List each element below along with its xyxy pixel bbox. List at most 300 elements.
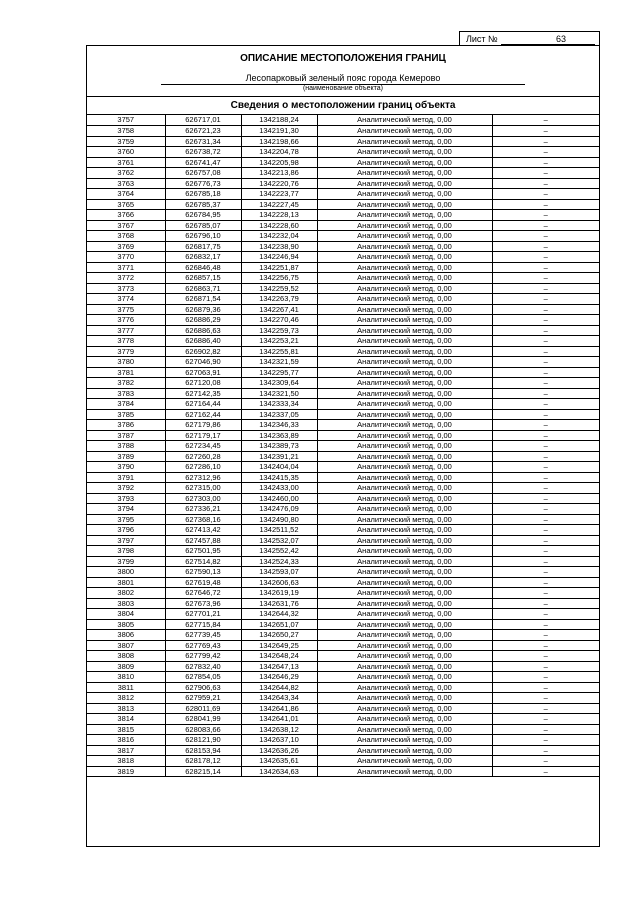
description-cell: –	[492, 178, 599, 189]
point-number-cell: 3775	[87, 304, 165, 315]
description-cell: –	[492, 420, 599, 431]
table-row	[87, 630, 599, 641]
table-row	[87, 735, 599, 746]
sheet-number: 63	[556, 34, 567, 44]
method-cell: Аналитический метод, 0,00	[317, 577, 492, 588]
section-title: Сведения о местоположении границ объекта	[87, 96, 599, 115]
point-number-cell: 3778	[87, 336, 165, 347]
table-row	[87, 220, 599, 231]
method-cell: Аналитический метод, 0,00	[317, 315, 492, 326]
point-number-cell: 3762	[87, 168, 165, 179]
table-row	[87, 714, 599, 725]
y-coordinate-cell: 1342636,26	[241, 745, 317, 756]
y-coordinate-cell: 1342256,75	[241, 273, 317, 284]
description-cell: –	[492, 231, 599, 242]
method-cell: Аналитический метод, 0,00	[317, 609, 492, 620]
y-coordinate-cell: 1342647,13	[241, 661, 317, 672]
y-coordinate-cell: 1342228,60	[241, 220, 317, 231]
x-coordinate-cell: 626902,82	[165, 346, 241, 357]
table-row	[87, 304, 599, 315]
x-coordinate-cell: 626817,75	[165, 241, 241, 252]
y-coordinate-cell: 1342433,00	[241, 483, 317, 494]
method-cell: Аналитический метод, 0,00	[317, 703, 492, 714]
description-cell: –	[492, 367, 599, 378]
table-row	[87, 157, 599, 168]
table-row	[87, 546, 599, 557]
method-cell: Аналитический метод, 0,00	[317, 661, 492, 672]
method-cell: Аналитический метод, 0,00	[317, 325, 492, 336]
method-cell: Аналитический метод, 0,00	[317, 535, 492, 546]
description-cell: –	[492, 409, 599, 420]
description-cell: –	[492, 210, 599, 221]
point-number-cell: 3776	[87, 315, 165, 326]
x-coordinate-cell: 626886,40	[165, 336, 241, 347]
x-coordinate-cell: 628215,14	[165, 766, 241, 777]
table-row	[87, 199, 599, 210]
method-cell: Аналитический метод, 0,00	[317, 178, 492, 189]
point-number-cell: 3781	[87, 367, 165, 378]
method-cell: Аналитический метод, 0,00	[317, 672, 492, 683]
point-number-cell: 3802	[87, 588, 165, 599]
x-coordinate-cell: 627303,00	[165, 493, 241, 504]
x-coordinate-cell: 627142,35	[165, 388, 241, 399]
table-row	[87, 609, 599, 620]
table-row	[87, 441, 599, 452]
table-row	[87, 451, 599, 462]
description-cell: –	[492, 745, 599, 756]
method-cell: Аналитический метод, 0,00	[317, 724, 492, 735]
table-row	[87, 357, 599, 368]
point-number-cell: 3795	[87, 514, 165, 525]
method-cell: Аналитический метод, 0,00	[317, 115, 492, 126]
method-cell: Аналитический метод, 0,00	[317, 336, 492, 347]
y-coordinate-cell: 1342259,52	[241, 283, 317, 294]
method-cell: Аналитический метод, 0,00	[317, 210, 492, 221]
table-row	[87, 147, 599, 158]
description-cell: –	[492, 378, 599, 389]
y-coordinate-cell: 1342634,63	[241, 766, 317, 777]
method-cell: Аналитический метод, 0,00	[317, 399, 492, 410]
y-coordinate-cell: 1342593,07	[241, 567, 317, 578]
point-number-cell: 3806	[87, 630, 165, 641]
y-coordinate-cell: 1342389,73	[241, 441, 317, 452]
description-cell: –	[492, 609, 599, 620]
point-number-cell: 3772	[87, 273, 165, 284]
x-coordinate-cell: 626785,18	[165, 189, 241, 200]
method-cell: Аналитический метод, 0,00	[317, 451, 492, 462]
y-coordinate-cell: 1342205,98	[241, 157, 317, 168]
description-cell: –	[492, 472, 599, 483]
method-cell: Аналитический метод, 0,00	[317, 231, 492, 242]
point-number-cell: 3766	[87, 210, 165, 221]
method-cell: Аналитический метод, 0,00	[317, 504, 492, 515]
description-cell: –	[492, 147, 599, 158]
y-coordinate-cell: 1342232,04	[241, 231, 317, 242]
point-number-cell: 3811	[87, 682, 165, 693]
table-row	[87, 409, 599, 420]
point-number-cell: 3768	[87, 231, 165, 242]
point-number-cell: 3782	[87, 378, 165, 389]
description-cell: –	[492, 703, 599, 714]
x-coordinate-cell: 627046,90	[165, 357, 241, 368]
description-cell: –	[492, 588, 599, 599]
point-number-cell: 3810	[87, 672, 165, 683]
table-row	[87, 640, 599, 651]
y-coordinate-cell: 1342552,42	[241, 546, 317, 557]
point-number-cell: 3783	[87, 388, 165, 399]
x-coordinate-cell: 626741,47	[165, 157, 241, 168]
y-coordinate-cell: 1342646,29	[241, 672, 317, 683]
x-coordinate-cell: 626846,48	[165, 262, 241, 273]
table-row	[87, 535, 599, 546]
x-coordinate-cell: 626784,95	[165, 210, 241, 221]
x-coordinate-cell: 627457,88	[165, 535, 241, 546]
method-cell: Аналитический метод, 0,00	[317, 378, 492, 389]
description-cell: –	[492, 294, 599, 305]
description-cell: –	[492, 661, 599, 672]
y-coordinate-cell: 1342246,94	[241, 252, 317, 263]
x-coordinate-cell: 626832,17	[165, 252, 241, 263]
x-coordinate-cell: 627286,10	[165, 462, 241, 473]
method-cell: Аналитический метод, 0,00	[317, 273, 492, 284]
description-cell: –	[492, 262, 599, 273]
y-coordinate-cell: 1342251,87	[241, 262, 317, 273]
method-cell: Аналитический метод, 0,00	[317, 409, 492, 420]
description-cell: –	[492, 567, 599, 578]
point-number-cell: 3815	[87, 724, 165, 735]
y-coordinate-cell: 1342648,24	[241, 651, 317, 662]
x-coordinate-cell: 626863,71	[165, 283, 241, 294]
method-cell: Аналитический метод, 0,00	[317, 388, 492, 399]
point-number-cell: 3805	[87, 619, 165, 630]
y-coordinate-cell: 1342651,07	[241, 619, 317, 630]
y-coordinate-cell: 1342346,33	[241, 420, 317, 431]
description-cell: –	[492, 682, 599, 693]
x-coordinate-cell: 628121,90	[165, 735, 241, 746]
y-coordinate-cell: 1342295,77	[241, 367, 317, 378]
y-coordinate-cell: 1342188,24	[241, 115, 317, 126]
method-cell: Аналитический метод, 0,00	[317, 147, 492, 158]
point-number-cell: 3790	[87, 462, 165, 473]
table-row	[87, 661, 599, 672]
point-number-cell: 3796	[87, 525, 165, 536]
table-row	[87, 231, 599, 242]
y-coordinate-cell: 1342333,34	[241, 399, 317, 410]
table-row	[87, 262, 599, 273]
method-cell: Аналитический метод, 0,00	[317, 598, 492, 609]
table-row	[87, 283, 599, 294]
table-row	[87, 115, 599, 126]
y-coordinate-cell: 1342270,46	[241, 315, 317, 326]
method-cell: Аналитический метод, 0,00	[317, 619, 492, 630]
table-row	[87, 294, 599, 305]
table-row	[87, 462, 599, 473]
table-row	[87, 136, 599, 147]
description-cell: –	[492, 441, 599, 452]
description-cell: –	[492, 136, 599, 147]
coordinates-table	[87, 115, 599, 777]
description-cell: –	[492, 619, 599, 630]
x-coordinate-cell: 627769,43	[165, 640, 241, 651]
description-cell: –	[492, 693, 599, 704]
x-coordinate-cell: 627312,96	[165, 472, 241, 483]
table-row	[87, 514, 599, 525]
method-cell: Аналитический метод, 0,00	[317, 430, 492, 441]
x-coordinate-cell: 627646,72	[165, 588, 241, 599]
table-row	[87, 766, 599, 777]
x-coordinate-cell: 628011,69	[165, 703, 241, 714]
description-cell: –	[492, 304, 599, 315]
x-coordinate-cell: 627162,44	[165, 409, 241, 420]
method-cell: Аналитический метод, 0,00	[317, 367, 492, 378]
table-row	[87, 703, 599, 714]
x-coordinate-cell: 627854,05	[165, 672, 241, 683]
method-cell: Аналитический метод, 0,00	[317, 766, 492, 777]
method-cell: Аналитический метод, 0,00	[317, 126, 492, 137]
y-coordinate-cell: 1342267,41	[241, 304, 317, 315]
object-name: Лесопарковый зеленый пояс города Кемерово	[245, 73, 441, 83]
method-cell: Аналитический метод, 0,00	[317, 294, 492, 305]
y-coordinate-cell: 1342204,78	[241, 147, 317, 158]
point-number-cell: 3757	[87, 115, 165, 126]
x-coordinate-cell: 627673,96	[165, 598, 241, 609]
description-cell: –	[492, 273, 599, 284]
description-cell: –	[492, 546, 599, 557]
point-number-cell: 3798	[87, 546, 165, 557]
y-coordinate-cell: 1342524,33	[241, 556, 317, 567]
x-coordinate-cell: 626857,15	[165, 273, 241, 284]
x-coordinate-cell: 627619,48	[165, 577, 241, 588]
point-number-cell: 3793	[87, 493, 165, 504]
point-number-cell: 3771	[87, 262, 165, 273]
x-coordinate-cell: 627336,21	[165, 504, 241, 515]
y-coordinate-cell: 1342490,80	[241, 514, 317, 525]
description-cell: –	[492, 766, 599, 777]
method-cell: Аналитический метод, 0,00	[317, 441, 492, 452]
y-coordinate-cell: 1342363,89	[241, 430, 317, 441]
table-row	[87, 577, 599, 588]
description-cell: –	[492, 756, 599, 767]
y-coordinate-cell: 1342263,79	[241, 294, 317, 305]
point-number-cell: 3809	[87, 661, 165, 672]
description-cell: –	[492, 724, 599, 735]
point-number-cell: 3765	[87, 199, 165, 210]
description-cell: –	[492, 462, 599, 473]
y-coordinate-cell: 1342227,45	[241, 199, 317, 210]
x-coordinate-cell: 627832,40	[165, 661, 241, 672]
y-coordinate-cell: 1342223,77	[241, 189, 317, 200]
y-coordinate-cell: 1342404,04	[241, 462, 317, 473]
description-cell: –	[492, 672, 599, 683]
y-coordinate-cell: 1342253,21	[241, 336, 317, 347]
sheet-number-box	[459, 31, 600, 46]
x-coordinate-cell: 626785,07	[165, 220, 241, 231]
table-row	[87, 126, 599, 137]
y-coordinate-cell: 1342220,76	[241, 178, 317, 189]
y-coordinate-cell: 1342255,81	[241, 346, 317, 357]
point-number-cell: 3777	[87, 325, 165, 336]
x-coordinate-cell: 626886,29	[165, 315, 241, 326]
description-cell: –	[492, 556, 599, 567]
point-number-cell: 3760	[87, 147, 165, 158]
x-coordinate-cell: 626738,72	[165, 147, 241, 158]
x-coordinate-cell: 626871,54	[165, 294, 241, 305]
x-coordinate-cell: 627368,16	[165, 514, 241, 525]
x-coordinate-cell: 628083,66	[165, 724, 241, 735]
point-number-cell: 3779	[87, 346, 165, 357]
table-row	[87, 724, 599, 735]
x-coordinate-cell: 626721,23	[165, 126, 241, 137]
method-cell: Аналитический метод, 0,00	[317, 283, 492, 294]
point-number-cell: 3789	[87, 451, 165, 462]
x-coordinate-cell: 626796,10	[165, 231, 241, 242]
description-cell: –	[492, 157, 599, 168]
point-number-cell: 3812	[87, 693, 165, 704]
point-number-cell: 3816	[87, 735, 165, 746]
y-coordinate-cell: 1342644,82	[241, 682, 317, 693]
method-cell: Аналитический метод, 0,00	[317, 199, 492, 210]
x-coordinate-cell: 627959,21	[165, 693, 241, 704]
method-cell: Аналитический метод, 0,00	[317, 252, 492, 263]
point-number-cell: 3758	[87, 126, 165, 137]
y-coordinate-cell: 1342460,00	[241, 493, 317, 504]
table-row	[87, 388, 599, 399]
description-cell: –	[492, 735, 599, 746]
x-coordinate-cell: 626731,34	[165, 136, 241, 147]
point-number-cell: 3813	[87, 703, 165, 714]
description-cell: –	[492, 346, 599, 357]
point-number-cell: 3788	[87, 441, 165, 452]
method-cell: Аналитический метод, 0,00	[317, 745, 492, 756]
description-cell: –	[492, 115, 599, 126]
description-cell: –	[492, 535, 599, 546]
description-cell: –	[492, 451, 599, 462]
table-row	[87, 693, 599, 704]
point-number-cell: 3770	[87, 252, 165, 263]
method-cell: Аналитический метод, 0,00	[317, 693, 492, 704]
description-cell: –	[492, 252, 599, 263]
table-row	[87, 672, 599, 683]
table-row	[87, 556, 599, 567]
point-number-cell: 3787	[87, 430, 165, 441]
description-cell: –	[492, 651, 599, 662]
x-coordinate-cell: 628041,99	[165, 714, 241, 725]
point-number-cell: 3786	[87, 420, 165, 431]
x-coordinate-cell: 626776,73	[165, 178, 241, 189]
method-cell: Аналитический метод, 0,00	[317, 483, 492, 494]
y-coordinate-cell: 1342213,86	[241, 168, 317, 179]
method-cell: Аналитический метод, 0,00	[317, 357, 492, 368]
x-coordinate-cell: 626785,37	[165, 199, 241, 210]
description-cell: –	[492, 325, 599, 336]
object-name-caption: (наименование объекта)	[302, 85, 384, 92]
table-row	[87, 325, 599, 336]
point-number-cell: 3814	[87, 714, 165, 725]
table-row	[87, 252, 599, 263]
point-number-cell: 3801	[87, 577, 165, 588]
description-cell: –	[492, 199, 599, 210]
y-coordinate-cell: 1342337,05	[241, 409, 317, 420]
table-row	[87, 493, 599, 504]
y-coordinate-cell: 1342511,52	[241, 525, 317, 536]
document-title: ОПИСАНИЕ МЕСТОПОЛОЖЕНИЯ ГРАНИЦ	[240, 53, 446, 64]
table-row	[87, 598, 599, 609]
x-coordinate-cell: 627315,00	[165, 483, 241, 494]
y-coordinate-cell: 1342631,76	[241, 598, 317, 609]
method-cell: Аналитический метод, 0,00	[317, 157, 492, 168]
method-cell: Аналитический метод, 0,00	[317, 756, 492, 767]
x-coordinate-cell: 626757,08	[165, 168, 241, 179]
y-coordinate-cell: 1342259,73	[241, 325, 317, 336]
table-row	[87, 189, 599, 200]
method-cell: Аналитический метод, 0,00	[317, 304, 492, 315]
table-row	[87, 367, 599, 378]
description-cell: –	[492, 483, 599, 494]
y-coordinate-cell: 1342637,10	[241, 735, 317, 746]
x-coordinate-cell: 628153,94	[165, 745, 241, 756]
x-coordinate-cell: 627164,44	[165, 399, 241, 410]
point-number-cell: 3803	[87, 598, 165, 609]
method-cell: Аналитический метод, 0,00	[317, 735, 492, 746]
method-cell: Аналитический метод, 0,00	[317, 189, 492, 200]
point-number-cell: 3804	[87, 609, 165, 620]
x-coordinate-cell: 626717,01	[165, 115, 241, 126]
y-coordinate-cell: 1342635,61	[241, 756, 317, 767]
point-number-cell: 3792	[87, 483, 165, 494]
y-coordinate-cell: 1342532,07	[241, 535, 317, 546]
description-cell: –	[492, 388, 599, 399]
table-row	[87, 682, 599, 693]
table-row	[87, 210, 599, 221]
table-row	[87, 472, 599, 483]
x-coordinate-cell: 627234,45	[165, 441, 241, 452]
description-cell: –	[492, 514, 599, 525]
y-coordinate-cell: 1342644,32	[241, 609, 317, 620]
y-coordinate-cell: 1342321,59	[241, 357, 317, 368]
y-coordinate-cell: 1342606,63	[241, 577, 317, 588]
point-number-cell: 3808	[87, 651, 165, 662]
x-coordinate-cell: 627501,95	[165, 546, 241, 557]
point-number-cell: 3769	[87, 241, 165, 252]
table-row	[87, 315, 599, 326]
table-row	[87, 525, 599, 536]
x-coordinate-cell: 627179,17	[165, 430, 241, 441]
method-cell: Аналитический метод, 0,00	[317, 546, 492, 557]
point-number-cell: 3784	[87, 399, 165, 410]
table-row	[87, 378, 599, 389]
point-number-cell: 3797	[87, 535, 165, 546]
table-row	[87, 346, 599, 357]
point-number-cell: 3800	[87, 567, 165, 578]
method-cell: Аналитический метод, 0,00	[317, 168, 492, 179]
method-cell: Аналитический метод, 0,00	[317, 640, 492, 651]
point-number-cell: 3780	[87, 357, 165, 368]
table-row	[87, 619, 599, 630]
description-cell: –	[492, 315, 599, 326]
description-cell: –	[492, 241, 599, 252]
table-row	[87, 399, 599, 410]
table-row	[87, 420, 599, 431]
x-coordinate-cell: 627715,84	[165, 619, 241, 630]
y-coordinate-cell: 1342619,19	[241, 588, 317, 599]
table-row	[87, 241, 599, 252]
method-cell: Аналитический метод, 0,00	[317, 462, 492, 473]
y-coordinate-cell: 1342641,86	[241, 703, 317, 714]
point-number-cell: 3763	[87, 178, 165, 189]
point-number-cell: 3817	[87, 745, 165, 756]
method-cell: Аналитический метод, 0,00	[317, 714, 492, 725]
point-number-cell: 3799	[87, 556, 165, 567]
